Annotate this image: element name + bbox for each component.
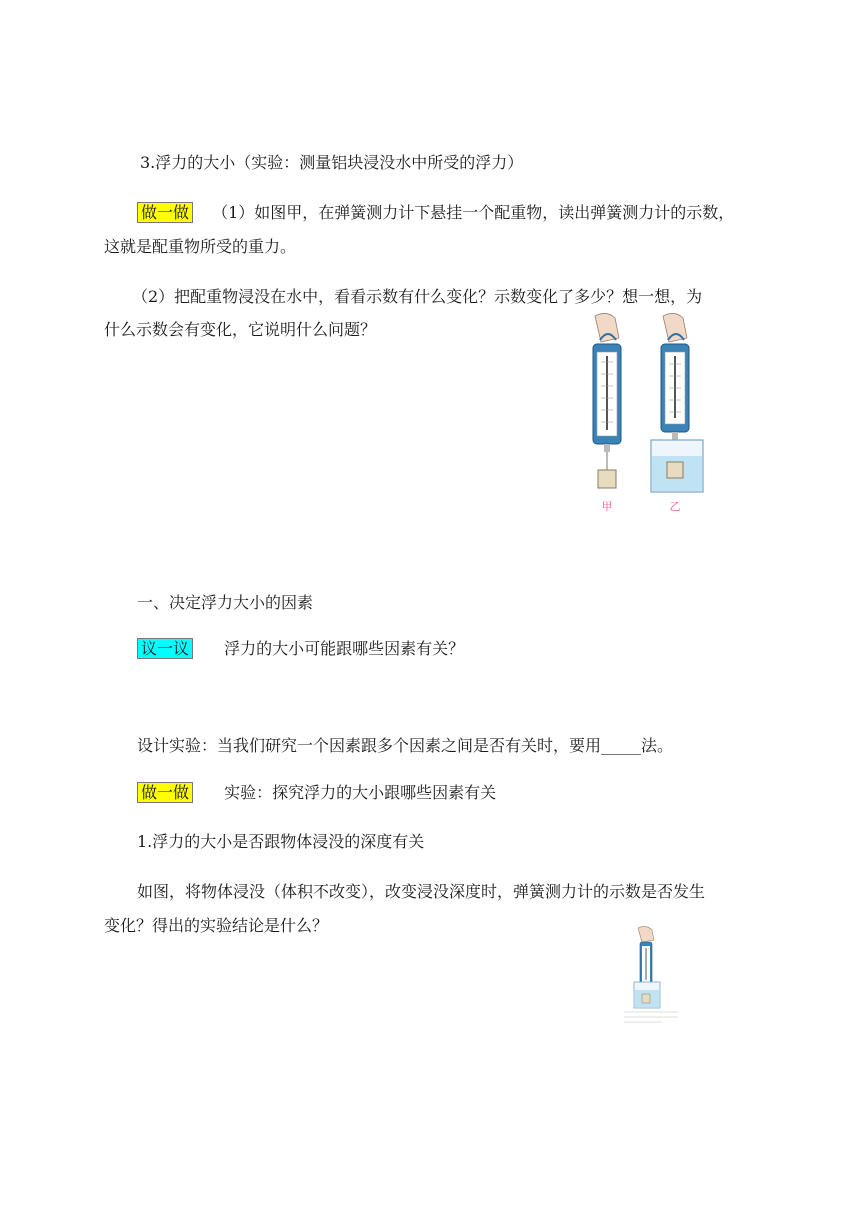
step1-continued: 这就是配重物所受的重力。 — [104, 237, 297, 256]
do-it-text-2: 实验：探究浮力的大小跟哪些因素有关 — [224, 783, 497, 802]
fig-label-right: 乙 — [669, 500, 681, 513]
fig-label-left: 甲 — [601, 500, 613, 513]
do-it-tag-2: 做一做 — [137, 782, 193, 803]
do-it-tag: 做一做 — [137, 202, 193, 223]
section3-heading: 3.浮力的大小（实验：测量铝块浸没水中所受的浮力） — [140, 153, 524, 172]
do-it-line-1 — [137, 203, 734, 223]
spring-scale-right — [651, 313, 703, 492]
do-it-line-2 — [137, 783, 496, 803]
step2-continued: 什么示数会有变化，它说明什么问题？ — [104, 320, 377, 339]
discuss-text: 浮力的大小可能跟哪些因素有关？ — [224, 639, 465, 658]
depth-experiment-figure — [622, 926, 680, 1030]
item1-question: 如图，将物体浸没（体积不改变），改变浸没深度时，弹簧测力计的示数是否发生 — [137, 882, 706, 901]
spring-scale-figure — [583, 312, 713, 517]
part1-heading: 一、决定浮力大小的因素 — [137, 593, 314, 612]
spring-scale-left — [593, 313, 621, 488]
design-experiment-text: 设计实验：当我们研究一个因素跟多个因素之间是否有关时，要用_____法。 — [137, 736, 674, 755]
item1-heading: 1.浮力的大小是否跟物体浸没的深度有关 — [137, 832, 425, 851]
step2-text: （2）把配重物浸没在水中，看看示数有什么变化？示数变化了多少？想一想，为 — [132, 287, 703, 306]
discuss-line — [137, 639, 464, 659]
item1-question-continued: 变化？得出的实验结论是什么？ — [104, 916, 329, 935]
discuss-tag: 议一议 — [137, 638, 193, 659]
step1-text: （1）如图甲，在弹簧测力计下悬挂一个配重物，读出弹簧测力计的示数， — [212, 203, 735, 222]
